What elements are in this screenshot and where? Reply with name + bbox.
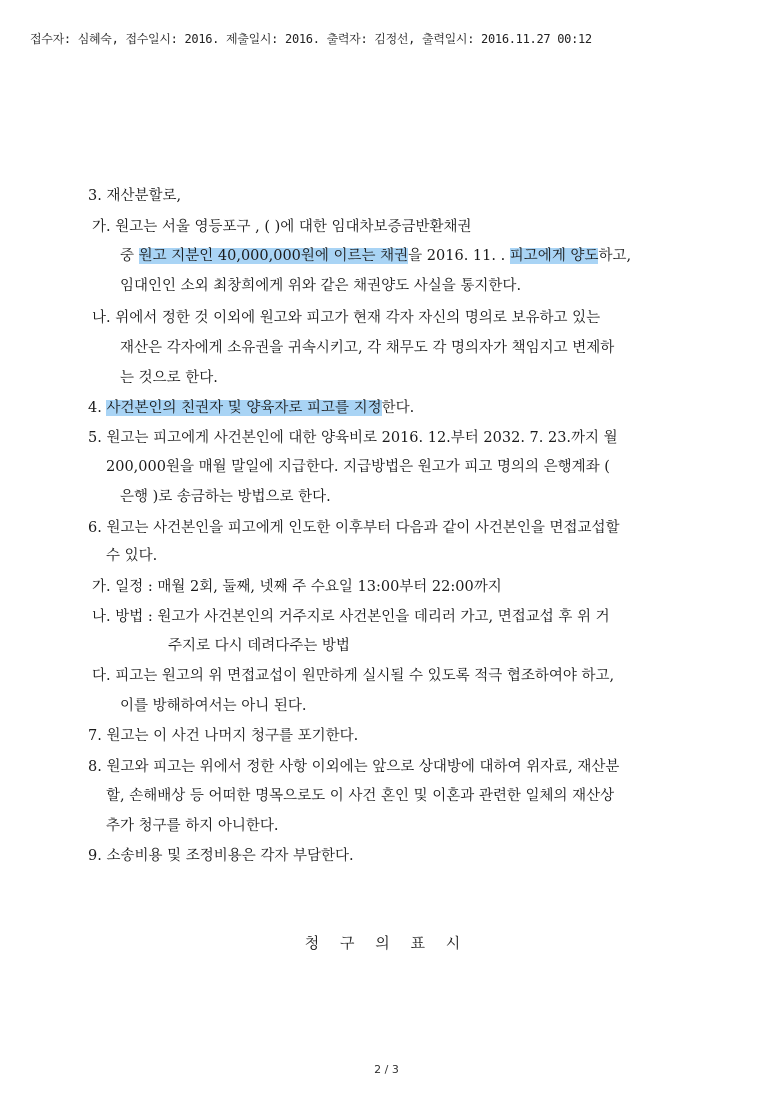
section-3-na-line-3: 는 것으로 한다. <box>120 370 218 386</box>
section-3-ga-line-2 <box>120 246 631 266</box>
section-7: 7. 원고는 이 사건 나머지 청구를 포기한다. <box>88 728 359 744</box>
section-9: 9. 소송비용 및 조정비용은 각자 부담한다. <box>88 848 354 864</box>
section-5-line-3: 은행 )로 송금하는 방법으로 한다. <box>120 489 331 505</box>
document-header: 접수자: 심혜숙, 접수일시: 2016. 제출일시: 2016. 출력자: 김정선, 출력일시: 2016.11.27 00:12 <box>30 32 592 46</box>
section-8-line-3: 추가 청구를 하지 아니한다. <box>106 818 279 834</box>
section-5-line-1: 5. 원고는 피고에게 사건본인에 대한 양육비로 2016. 12.부터 2032. 7. 23.까지 월 <box>88 430 618 446</box>
section-3-ga-line-3: 임대인인 소외 최창희에게 위와 같은 채권양도 사실을 통지한다. <box>120 278 522 294</box>
section-3-na-line-1: 나. 위에서 정한 것 이외에 원고와 피고가 현재 각자 자신의 명의로 보유하고 있는 <box>92 310 601 326</box>
section-3-title: 3. 재산분할로, <box>88 188 182 204</box>
highlight-custody: 사건본인의 친권자 및 양육자로 피고를 지정 <box>106 400 382 416</box>
highlight-claim-amount: 원고 지분인 40,000,000원에 이르는 채권 <box>138 248 409 264</box>
section-3-ga-line-1: 가. 원고는 서울 영등포구 , ( )에 대한 임대차보증금반환채권 <box>92 219 472 235</box>
section-6-da-line-2: 이를 방해하여서는 아니 된다. <box>120 698 307 714</box>
section-3-na-line-2: 재산은 각자에게 소유권을 귀속시키고, 각 채무도 각 명의자가 책임지고 변제하 <box>120 340 615 356</box>
section-8-line-1: 8. 원고와 피고는 위에서 정한 사항 이외에는 앞으로 상대방에 대하여 위자료, 재산분 <box>88 759 620 775</box>
section-6-line-1: 6. 원고는 사건본인을 피고에게 인도한 이후부터 다음과 같이 사건본인을 면접교섭할 <box>88 520 620 536</box>
section-3-ga-line-2-a: 중 <box>120 248 139 264</box>
section-8-line-2: 할, 손해배상 등 어떠한 명목으로도 이 사건 혼인 및 이혼과 관련한 일체의 재산상 <box>106 788 615 804</box>
section-3-ga-line-2-c: 하고, <box>598 248 632 264</box>
section-3-ga-line-2-b: 을 2016. 11. . <box>408 248 510 264</box>
section-5-line-2: 200,000원을 매월 말일에 지급한다. 지급방법은 원고가 피고 명의의 은행계좌 ( <box>106 459 610 475</box>
page-number: 2 / 3 <box>374 1063 399 1076</box>
section-6-line-2: 수 있다. <box>106 548 158 564</box>
section-4-suffix: 한다. <box>381 400 415 416</box>
section-6-na-line-1: 나. 방법 : 원고가 사건본인의 거주지로 사건본인을 데리러 가고, 면접교섭 후 위 거 <box>92 609 610 625</box>
section-6-na-line-2: 주지로 다시 데려다주는 방법 <box>168 638 350 654</box>
claim-title: 청 구 의 표 시 <box>304 934 469 952</box>
section-6-da-line-1: 다. 피고는 원고의 위 면접교섭이 원만하게 실시될 수 있도록 적극 협조하여야 하고, <box>92 668 615 684</box>
section-4-prefix: 4. <box>88 400 107 416</box>
section-4 <box>88 398 414 418</box>
section-6-ga: 가. 일정 : 매월 2회, 둘째, 넷째 주 수요일 13:00부터 22:00까지 <box>92 579 502 595</box>
highlight-transfer-to-defendant: 피고에게 양도 <box>509 248 599 264</box>
